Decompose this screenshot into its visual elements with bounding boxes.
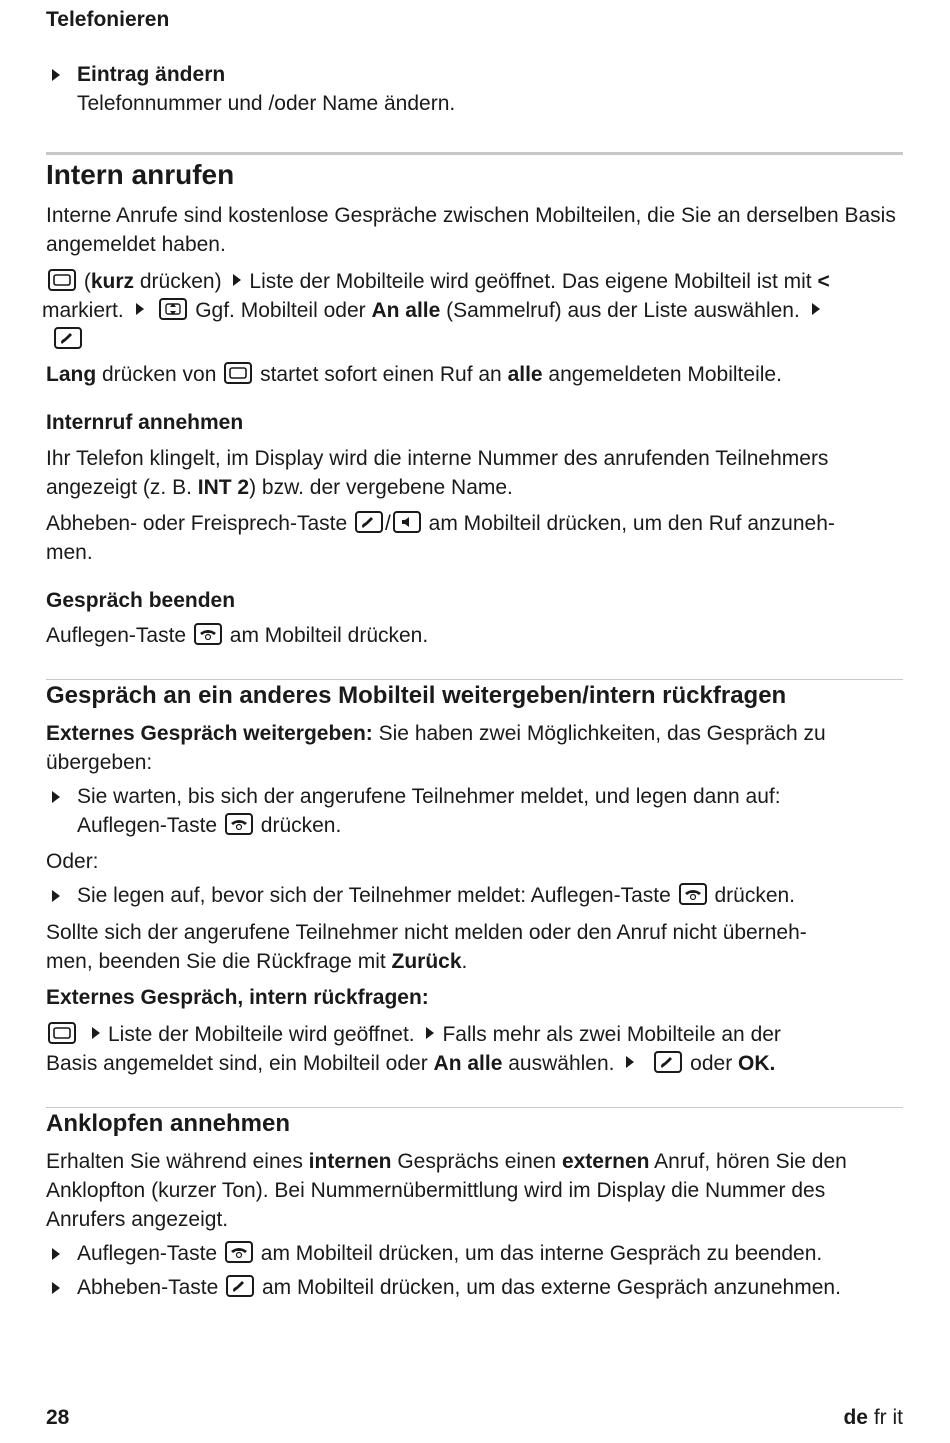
- language-indicator: [843, 1403, 903, 1432]
- text: Liste der Mobilteile wird geöffnet. Das eigene Mobilteil ist mit: [249, 270, 818, 293]
- bullet-arrow-icon: [626, 1056, 634, 1068]
- emphasis-lt: <: [817, 270, 830, 293]
- text: markiert.: [42, 299, 130, 322]
- emphasis-an-alle: An alle: [433, 1052, 503, 1075]
- bullet-title: Eintrag ändern: [77, 63, 226, 86]
- text: Sie haben zwei Möglichkeiten, das Gespräch zu übergeben:: [46, 722, 826, 774]
- bullet-arrow-icon: [233, 274, 241, 286]
- emphasis-lang: Lang: [46, 363, 97, 386]
- nav-key-icon: [159, 298, 187, 320]
- language-others: fr it: [868, 1406, 903, 1429]
- end-call-key-icon: [194, 623, 222, 645]
- intern-key-icon: [224, 362, 252, 384]
- intern-key-icon: [48, 269, 76, 291]
- call-key-icon: [226, 1275, 254, 1297]
- list-item-abheben-extern: [46, 1273, 906, 1302]
- running-header: Telefonieren: [46, 8, 170, 31]
- text: drücken von: [96, 363, 223, 386]
- text: men.: [46, 541, 93, 564]
- text: Falls mehr als zwei Mobilteile an der: [442, 1023, 781, 1046]
- end-call-key-icon: [225, 1241, 253, 1263]
- text: Sollte sich der angerufene Teilnehmer nicht melden oder den Anruf nicht überneh-: [46, 921, 807, 944]
- subheading-internruf-annehmen: Internruf annehmen: [46, 411, 244, 434]
- bullet-text: [77, 881, 906, 910]
- text: am Mobilteil drücken, um das externe Gespräch anzunehmen.: [256, 1276, 841, 1299]
- paragraph-weitergeben: [46, 719, 903, 777]
- bullet-arrow-icon: [52, 69, 60, 81]
- text: Ggf. Mobilteil oder: [195, 299, 372, 322]
- paragraph-internruf: [46, 444, 903, 502]
- bullet-text: Telefonnummer und /oder Name ändern.: [77, 92, 456, 115]
- bullet-arrow-icon: [52, 1248, 60, 1260]
- section-heading-intern-anrufen: Intern anrufen: [46, 159, 235, 190]
- text: (Sammelruf) aus der Liste auswählen.: [440, 299, 806, 322]
- text: am Mobilteil drücken, um das interne Gespräch zu beenden.: [254, 1242, 823, 1265]
- paragraph-auflegen: [46, 621, 906, 650]
- paragraph-anklopfen: [46, 1147, 903, 1234]
- section-divider: [46, 679, 903, 680]
- end-call-key-icon: [679, 883, 707, 905]
- call-key-icon: [355, 511, 383, 533]
- bullet-text: [77, 811, 906, 840]
- bullet-text: Sie warten, bis sich der angerufene Teilnehmer meldet, und legen dann auf:: [77, 785, 781, 808]
- bullet-text: [77, 1273, 906, 1302]
- bullet-arrow-icon: [52, 890, 60, 902]
- text: drücken): [134, 270, 228, 293]
- paragraph-zurueck: [46, 918, 906, 976]
- text: Liste der Mobilteile wird geöffnet.: [108, 1023, 421, 1046]
- text: Sie legen auf, bevor sich der Teilnehmer meldet: Auflegen-Taste: [77, 884, 677, 907]
- list-item-eintrag-aendern: [46, 60, 906, 118]
- section-divider: [46, 1107, 903, 1108]
- emphasis-externes-gespraech: Externes Gespräch weitergeben:: [46, 722, 373, 745]
- text: Anruf, hören Sie den Anklopfton (kurzer Ton). Bei Nummernübermittlung wird im Display die Nummer des Anrufers angezeigt.: [46, 1150, 847, 1231]
- text: Abheben-Taste: [77, 1276, 225, 1299]
- bullet-arrow-icon: [52, 791, 60, 803]
- paragraph-intern-intro: Interne Anrufe sind kostenlose Gespräche zwischen Mobilteilen, die Sie an derselben Basis angemeldet haben.: [46, 204, 896, 256]
- text: Basis angemeldet sind, ein Mobilteil oder: [46, 1052, 434, 1075]
- text: Erhalten Sie während eines: [46, 1150, 309, 1173]
- section-divider: [46, 152, 903, 155]
- page-number: 28: [46, 1406, 70, 1429]
- bullet-arrow-icon: [92, 1027, 100, 1039]
- emphasis-externen: externen: [561, 1150, 650, 1173]
- text: oder: [684, 1052, 739, 1075]
- language-de: de: [843, 1406, 868, 1429]
- subheading-intern-rueckfragen: Externes Gespräch, intern rückfragen:: [46, 986, 429, 1009]
- emphasis-internen: internen: [308, 1150, 392, 1173]
- text: ) bzw. der vergebene Name.: [249, 476, 513, 499]
- text: (: [83, 270, 91, 293]
- subheading-gespraech-beenden: Gespräch beenden: [46, 589, 236, 612]
- bullet-text: [77, 1239, 906, 1268]
- bullet-arrow-icon: [136, 303, 144, 315]
- call-key-icon: [54, 327, 82, 349]
- text: drücken.: [254, 814, 342, 837]
- bullet-arrow-icon: [426, 1027, 434, 1039]
- speaker-key-icon: [393, 511, 421, 533]
- section-heading-weitergeben: Gespräch an ein anderes Mobilteil weitergeben/intern rückfragen: [46, 682, 787, 709]
- text: angemeldeten Mobilteile.: [542, 363, 782, 386]
- paragraph-lang-druecken: [46, 360, 906, 389]
- text: Abheben- oder Freisprech-Taste: [46, 512, 353, 535]
- text: Auflegen-Taste: [77, 814, 223, 837]
- emphasis-zurueck: Zurück: [391, 950, 462, 973]
- emphasis-ok: OK.: [738, 1052, 776, 1075]
- text: .: [461, 950, 468, 973]
- bullet-arrow-icon: [52, 1282, 60, 1294]
- text: Auflegen-Taste: [46, 624, 192, 647]
- paragraph-abheben: [46, 509, 906, 567]
- call-key-icon: [654, 1051, 682, 1073]
- list-item-auflegen-intern: [46, 1239, 906, 1268]
- paragraph-oder: Oder:: [46, 850, 99, 873]
- paragraph-rueckfragen: [46, 1020, 906, 1078]
- text: Auflegen-Taste: [77, 1242, 223, 1265]
- intern-key-icon: [48, 1022, 76, 1044]
- text: drücken.: [708, 884, 796, 907]
- list-item-warten: [46, 782, 906, 840]
- text: auswählen.: [502, 1052, 621, 1075]
- emphasis-kurz: kurz: [90, 270, 135, 293]
- emphasis-an-alle: An alle: [371, 299, 441, 322]
- text: /: [385, 512, 391, 535]
- text: men, beenden Sie die Rückfrage mit: [46, 950, 392, 973]
- section-heading-anklopfen: Anklopfen annehmen: [46, 1110, 291, 1137]
- text: startet sofort einen Ruf an: [254, 363, 508, 386]
- text: am Mobilteil drücken.: [223, 624, 429, 647]
- paragraph-intern-steps: [42, 267, 906, 354]
- text: Ihr Telefon klingelt, im Display wird die interne Nummer des anrufenden Teilnehmers angezeigt (z. B.: [46, 447, 829, 499]
- bullet-arrow-icon: [812, 303, 820, 315]
- list-item-auflegen: [46, 881, 906, 910]
- end-call-key-icon: [225, 813, 253, 835]
- text: am Mobilteil drücken, um den Ruf anzuneh-: [422, 512, 835, 535]
- text: Gesprächs einen: [391, 1150, 562, 1173]
- emphasis-alle: alle: [507, 363, 543, 386]
- emphasis-int2: INT 2: [197, 476, 250, 499]
